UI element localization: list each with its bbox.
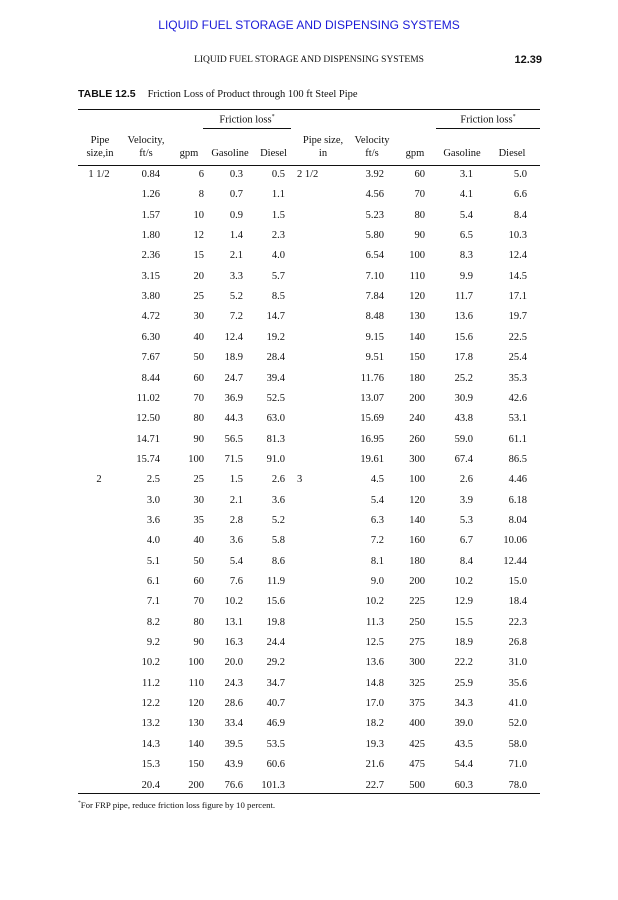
page-header-title: LIQUID FUEL STORAGE AND DISPENSING SYSTEMS bbox=[194, 55, 424, 65]
table-cell: 33.4 bbox=[224, 718, 243, 730]
table-cell: 44.3 bbox=[224, 413, 243, 425]
table-cell: 8.1 bbox=[370, 555, 384, 567]
table-cell: 6.54 bbox=[365, 250, 384, 262]
table-cell: 2.3 bbox=[271, 230, 285, 242]
table-cell: 43.8 bbox=[454, 413, 473, 425]
table-cell: 5.23 bbox=[365, 209, 384, 221]
table-cell: 20.4 bbox=[141, 779, 160, 791]
table-cell: 52.0 bbox=[508, 718, 527, 730]
table-cell: 8.6 bbox=[271, 555, 285, 567]
table-cell: 140 bbox=[188, 738, 204, 750]
table-cell: 10.2 bbox=[454, 576, 473, 587]
table-cell: 260 bbox=[409, 433, 425, 445]
table-cell: 250 bbox=[409, 616, 425, 628]
table-cell: 19.8 bbox=[266, 616, 285, 628]
table-cell: 15.6 bbox=[266, 596, 285, 608]
table-cell: 40 bbox=[193, 535, 204, 547]
table-footnote: *For FRP pipe, reduce friction loss figure by 10 percent. bbox=[78, 800, 276, 810]
table-cell: 22.5 bbox=[508, 331, 527, 343]
table-cell: 25.2 bbox=[454, 372, 473, 384]
table-cell: 2.6 bbox=[271, 474, 285, 486]
table-cell: 3.0 bbox=[146, 494, 160, 506]
friction-loss-underline-right bbox=[436, 128, 540, 129]
table-cell: 110 bbox=[409, 270, 425, 282]
table-cell: 70 bbox=[414, 189, 425, 201]
table-cell: 12.44 bbox=[503, 555, 527, 567]
table-cell: 60 bbox=[414, 169, 425, 180]
table-cell: 10.06 bbox=[503, 535, 527, 547]
table-cell: 29.2 bbox=[266, 657, 285, 669]
page-number: 12.39 bbox=[514, 54, 542, 66]
table-cell: 0.7 bbox=[229, 189, 243, 201]
table-cell: 5.2 bbox=[271, 514, 285, 526]
table-cell: 0.9 bbox=[229, 209, 243, 221]
table-cell: 4.72 bbox=[141, 311, 160, 323]
table-cell: 7.2 bbox=[370, 535, 384, 547]
table-cell: 180 bbox=[409, 372, 425, 384]
table-cell: 53.1 bbox=[508, 413, 527, 425]
table-cell: 46.9 bbox=[266, 718, 285, 730]
table-cell: 12.5 bbox=[365, 637, 384, 649]
table-cell: 12.50 bbox=[136, 413, 160, 425]
table-cell: 11.3 bbox=[366, 616, 384, 628]
table-cell: 8.04 bbox=[508, 514, 527, 526]
table-cell: 30 bbox=[193, 494, 204, 506]
table-cell: 22.2 bbox=[454, 657, 473, 669]
table-cell: 110 bbox=[188, 677, 204, 689]
table-cell: 6.5 bbox=[459, 230, 473, 242]
table-cell: 18.4 bbox=[508, 596, 527, 608]
table-cell: 160 bbox=[409, 535, 425, 547]
table-cell: 13.6 bbox=[365, 657, 384, 669]
table-cell: 16.95 bbox=[360, 433, 384, 445]
column-header-pipe-size-left: Pipe size,in bbox=[86, 135, 114, 159]
table-cell: 40.7 bbox=[266, 698, 285, 710]
table-cell: 11.2 bbox=[142, 677, 160, 689]
table-cell: 3.3 bbox=[229, 270, 243, 282]
table-cell: 9.0 bbox=[370, 576, 384, 587]
table-cell: 6.30 bbox=[141, 331, 160, 343]
table-cell: 101.3 bbox=[261, 779, 285, 791]
column-header-gasoline-left: Gasoline bbox=[211, 148, 249, 159]
table-cell: 1.5 bbox=[229, 474, 243, 486]
table-cell: 13.1 bbox=[224, 616, 243, 628]
table-cell: 31.0 bbox=[508, 657, 527, 669]
table-cell: 0.84 bbox=[141, 169, 160, 180]
table-cell: 8.4 bbox=[513, 209, 527, 221]
table-cell: 12.4 bbox=[508, 250, 527, 262]
table-cell: 86.5 bbox=[508, 453, 527, 465]
table-cell: 28.6 bbox=[224, 698, 243, 710]
table-cell: 18.9 bbox=[224, 352, 243, 364]
table-cell: 90 bbox=[193, 637, 204, 649]
table-cell: 100 bbox=[188, 657, 204, 669]
table-cell: 5.2 bbox=[229, 291, 243, 303]
table-cell: 20 bbox=[193, 270, 204, 282]
table-cell: 6.18 bbox=[508, 494, 527, 506]
table-header-rule bbox=[78, 165, 540, 166]
table-cell: 24.4 bbox=[266, 637, 285, 649]
table-cell: 6.3 bbox=[370, 514, 384, 526]
column-header-velocity-right: Velocity ft/s bbox=[354, 135, 390, 159]
table-cell: 22.3 bbox=[508, 616, 527, 628]
table-cell: 19.7 bbox=[508, 311, 527, 323]
table-cell: 52.5 bbox=[266, 392, 285, 404]
table-cell: 41.0 bbox=[508, 698, 527, 710]
table-cell: 20.0 bbox=[224, 657, 243, 669]
table-cell: 200 bbox=[409, 576, 425, 587]
table-cell: 90 bbox=[414, 230, 425, 242]
table-cell: 275 bbox=[409, 637, 425, 649]
table-cell: 28.4 bbox=[266, 352, 285, 364]
table-cell: 12 bbox=[193, 230, 204, 242]
table-cell: 400 bbox=[409, 718, 425, 730]
table-cell: 25 bbox=[193, 474, 204, 486]
table-cell: 8.2 bbox=[146, 616, 160, 628]
table-cell: 43.5 bbox=[454, 738, 473, 750]
table-cell: 9.51 bbox=[365, 352, 384, 364]
table-cell: 1.5 bbox=[271, 209, 285, 221]
table-cell: 6 bbox=[198, 169, 204, 180]
table-cell: 39.5 bbox=[224, 738, 243, 750]
table-cell: 14.8 bbox=[365, 677, 384, 689]
table-cell: 7.84 bbox=[365, 291, 384, 303]
table-cell: 16.3 bbox=[224, 637, 243, 649]
table-cell: 3.6 bbox=[271, 494, 285, 506]
friction-loss-underline-left bbox=[203, 128, 291, 129]
table-cell: 10.2 bbox=[224, 596, 243, 608]
table-cell: 8.48 bbox=[365, 311, 384, 323]
table-cell: 3.1 bbox=[459, 169, 473, 180]
table-cell: 34.7 bbox=[266, 677, 285, 689]
table-cell: 90 bbox=[193, 433, 204, 445]
table-cell: 15 bbox=[193, 250, 204, 262]
table-cell: 63.0 bbox=[266, 413, 285, 425]
table-cell: 25.9 bbox=[454, 677, 473, 689]
table-cell: 54.4 bbox=[454, 759, 473, 771]
column-header-gpm-right: gpm bbox=[405, 148, 425, 159]
table-cell: 4.56 bbox=[365, 189, 384, 201]
running-header: LIQUID FUEL STORAGE AND DISPENSING SYSTEMS bbox=[158, 18, 460, 32]
table-caption bbox=[78, 88, 358, 100]
table-cell: 10.3 bbox=[508, 230, 527, 242]
table-cell: 15.74 bbox=[136, 453, 160, 465]
table-label: TABLE 12.5 bbox=[78, 88, 136, 100]
column-header-gpm-left: gpm bbox=[179, 148, 199, 159]
table-cell: 3 bbox=[297, 474, 303, 486]
table-cell: 22.7 bbox=[365, 779, 384, 791]
table-cell: 5.4 bbox=[370, 494, 384, 506]
table-cell: 43.9 bbox=[224, 759, 243, 771]
table-cell: 60.3 bbox=[454, 779, 473, 791]
table-cell: 26.8 bbox=[508, 637, 527, 649]
table-cell: 180 bbox=[409, 555, 425, 567]
table-cell: 120 bbox=[188, 698, 204, 710]
table-cell: 4.0 bbox=[271, 250, 285, 262]
table-cell: 70 bbox=[193, 596, 204, 608]
table-cell: 3.15 bbox=[141, 270, 160, 282]
table-cell: 375 bbox=[409, 698, 425, 710]
column-header-diesel-right: Diesel bbox=[498, 148, 526, 159]
table-cell: 67.4 bbox=[454, 453, 473, 465]
table-cell: 76.6 bbox=[224, 779, 243, 791]
table-cell: 35.6 bbox=[508, 677, 527, 689]
table-cell: 50 bbox=[193, 555, 204, 567]
table-cell: 10 bbox=[193, 209, 204, 221]
column-header-gasoline-right: Gasoline bbox=[443, 148, 481, 159]
table-cell: 91.0 bbox=[266, 453, 285, 465]
table-top-rule bbox=[78, 109, 540, 110]
table-cell: 30 bbox=[193, 311, 204, 323]
table-cell: 2 1/2 bbox=[297, 169, 319, 180]
table-cell: 425 bbox=[409, 738, 425, 750]
table-cell: 5.0 bbox=[513, 169, 527, 180]
table-cell: 120 bbox=[409, 494, 425, 506]
table-bottom-rule bbox=[78, 793, 540, 794]
table-cell: 5.80 bbox=[365, 230, 384, 242]
table-cell: 8.5 bbox=[271, 291, 285, 303]
table-cell: 80 bbox=[193, 413, 204, 425]
table-cell: 8.44 bbox=[141, 372, 160, 384]
column-header-diesel-left: Diesel bbox=[260, 148, 287, 159]
table-cell: 8.4 bbox=[459, 555, 473, 567]
table-cell: 200 bbox=[409, 392, 425, 404]
table-cell: 8.3 bbox=[459, 250, 473, 262]
table-cell: 17.0 bbox=[365, 698, 384, 710]
table-cell: 15.5 bbox=[454, 616, 473, 628]
table-cell: 150 bbox=[409, 352, 425, 364]
table-cell: 240 bbox=[409, 413, 425, 425]
table-cell: 53.5 bbox=[266, 738, 285, 750]
table-cell: 24.7 bbox=[224, 372, 243, 384]
table-cell: 6.7 bbox=[459, 535, 473, 547]
table-cell: 4.0 bbox=[146, 535, 160, 547]
table-cell: 5.4 bbox=[459, 209, 473, 221]
table-cell: 2.36 bbox=[141, 250, 160, 262]
table-cell: 0.5 bbox=[271, 169, 285, 180]
table-cell: 0.3 bbox=[229, 169, 243, 180]
table-cell: 1.57 bbox=[141, 209, 160, 221]
table-cell: 70 bbox=[193, 392, 204, 404]
table-cell: 4.5 bbox=[370, 474, 384, 486]
table-cell: 39.0 bbox=[454, 718, 473, 730]
table-cell: 7.10 bbox=[365, 270, 384, 282]
table-cell: 11.7 bbox=[455, 291, 473, 303]
table-cell: 6.6 bbox=[513, 189, 527, 201]
table-cell: 3.6 bbox=[146, 514, 160, 526]
table-cell: 42.6 bbox=[508, 392, 527, 404]
table-cell: 15.6 bbox=[454, 331, 473, 343]
table-caption-text: Friction Loss of Product through 100 ft Steel Pipe bbox=[147, 89, 358, 100]
table-cell: 200 bbox=[188, 779, 204, 791]
table-cell: 11.9 bbox=[267, 576, 285, 587]
table-cell: 14.3 bbox=[141, 738, 160, 750]
table-cell: 19.61 bbox=[360, 453, 384, 465]
table-cell: 300 bbox=[409, 453, 425, 465]
table-cell: 5.3 bbox=[459, 514, 473, 526]
table-cell: 9.15 bbox=[365, 331, 384, 343]
table-cell: 3.80 bbox=[141, 291, 160, 303]
table-cell: 59.0 bbox=[454, 433, 473, 445]
table-cell: 2.6 bbox=[459, 474, 473, 486]
table-cell: 7.6 bbox=[229, 576, 243, 587]
table-cell: 12.4 bbox=[224, 331, 243, 343]
table-cell: 81.3 bbox=[266, 433, 285, 445]
table-cell: 15.3 bbox=[141, 759, 160, 771]
table-cell: 130 bbox=[188, 718, 204, 730]
table-cell: 14.7 bbox=[266, 311, 285, 323]
table-cell: 14.71 bbox=[136, 433, 160, 445]
table-cell: 140 bbox=[409, 331, 425, 343]
table-cell: 225 bbox=[409, 596, 425, 608]
table-cell: 18.2 bbox=[365, 718, 384, 730]
table-cell: 140 bbox=[409, 514, 425, 526]
table-cell: 17.8 bbox=[454, 352, 473, 364]
table-cell: 5.4 bbox=[229, 555, 243, 567]
table-cell: 4.1 bbox=[459, 189, 473, 201]
table-cell: 12.2 bbox=[141, 698, 160, 710]
table-cell: 100 bbox=[409, 250, 425, 262]
table-cell: 475 bbox=[409, 759, 425, 771]
table-cell: 2.1 bbox=[229, 494, 243, 506]
table-cell: 9.9 bbox=[459, 270, 473, 282]
table-cell: 5.7 bbox=[271, 270, 285, 282]
table-cell: 60.6 bbox=[266, 759, 285, 771]
table-cell: 18.9 bbox=[454, 637, 473, 649]
table-cell: 14.5 bbox=[508, 270, 527, 282]
table-cell: 2.1 bbox=[229, 250, 243, 262]
table-cell: 2.8 bbox=[229, 514, 243, 526]
table-cell: 100 bbox=[188, 453, 204, 465]
table-cell: 5.8 bbox=[271, 535, 285, 547]
table-cell: 3.6 bbox=[229, 535, 243, 547]
table-cell: 25.4 bbox=[508, 352, 527, 364]
table-cell: 1.1 bbox=[271, 189, 285, 201]
table-cell: 60 bbox=[193, 576, 204, 587]
table-cell: 21.6 bbox=[365, 759, 384, 771]
table-cell: 19.3 bbox=[365, 738, 384, 750]
table-cell: 50 bbox=[193, 352, 204, 364]
friction-loss-group-header-left: Friction loss* bbox=[219, 114, 275, 126]
table-cell: 24.3 bbox=[224, 677, 243, 689]
table-cell: 39.4 bbox=[266, 372, 285, 384]
table-cell: 13.2 bbox=[141, 718, 160, 730]
table-cell: 1 1/2 bbox=[88, 169, 110, 180]
friction-loss-group-header-right: Friction loss* bbox=[460, 114, 516, 126]
table-cell: 7.2 bbox=[229, 311, 243, 323]
table-cell: 11.76 bbox=[360, 372, 384, 384]
table-cell: 58.0 bbox=[508, 738, 527, 750]
table-cell: 56.5 bbox=[224, 433, 243, 445]
table-cell: 150 bbox=[188, 759, 204, 771]
table-cell: 9.2 bbox=[146, 637, 160, 649]
table-cell: 500 bbox=[409, 779, 425, 791]
table-cell: 1.4 bbox=[229, 230, 243, 242]
column-header-pipe-size-right: Pipe size, in bbox=[302, 135, 344, 159]
table-cell: 3.92 bbox=[365, 169, 384, 180]
table-cell: 10.2 bbox=[365, 596, 384, 608]
table-cell: 13.07 bbox=[360, 392, 384, 404]
table-cell: 1.80 bbox=[141, 230, 160, 242]
table-cell: 1.26 bbox=[141, 189, 160, 201]
table-cell: 300 bbox=[409, 657, 425, 669]
table-cell: 7.67 bbox=[141, 352, 160, 364]
table-cell: 36.9 bbox=[224, 392, 243, 404]
table-cell: 130 bbox=[409, 311, 425, 323]
table-cell: 78.0 bbox=[508, 779, 527, 791]
table-cell: 15.69 bbox=[360, 413, 384, 425]
table-cell: 7.1 bbox=[146, 596, 160, 608]
table-cell: 30.9 bbox=[454, 392, 473, 404]
table-cell: 40 bbox=[193, 331, 204, 343]
table-cell: 8 bbox=[198, 189, 204, 201]
table-cell: 19.2 bbox=[266, 331, 285, 343]
table-cell: 100 bbox=[409, 474, 425, 486]
table-cell: 3.9 bbox=[459, 494, 473, 506]
table-cell: 11.02 bbox=[136, 392, 160, 404]
table-cell: 2.5 bbox=[146, 474, 160, 486]
table-cell: 4.46 bbox=[508, 474, 527, 486]
table-cell: 35.3 bbox=[508, 372, 527, 384]
table-cell: 61.1 bbox=[508, 433, 527, 445]
table-cell: 2 bbox=[96, 474, 102, 486]
table-cell: 17.1 bbox=[508, 291, 527, 303]
table-cell: 80 bbox=[414, 209, 425, 221]
column-header-velocity-left: Velocity, ft/s bbox=[127, 135, 165, 159]
table-cell: 71.0 bbox=[508, 759, 527, 771]
table-cell: 34.3 bbox=[454, 698, 473, 710]
table-cell: 120 bbox=[409, 291, 425, 303]
table-cell: 12.9 bbox=[454, 596, 473, 608]
table-cell: 325 bbox=[409, 677, 425, 689]
table-cell: 6.1 bbox=[146, 576, 160, 587]
table-cell: 5.1 bbox=[146, 555, 160, 567]
table-cell: 15.0 bbox=[508, 576, 527, 587]
table-cell: 13.6 bbox=[454, 311, 473, 323]
table-cell: 71.5 bbox=[224, 453, 243, 465]
table-cell: 80 bbox=[193, 616, 204, 628]
table-cell: 35 bbox=[193, 514, 204, 526]
table-cell: 10.2 bbox=[141, 657, 160, 669]
table-cell: 60 bbox=[193, 372, 204, 384]
table-cell: 25 bbox=[193, 291, 204, 303]
